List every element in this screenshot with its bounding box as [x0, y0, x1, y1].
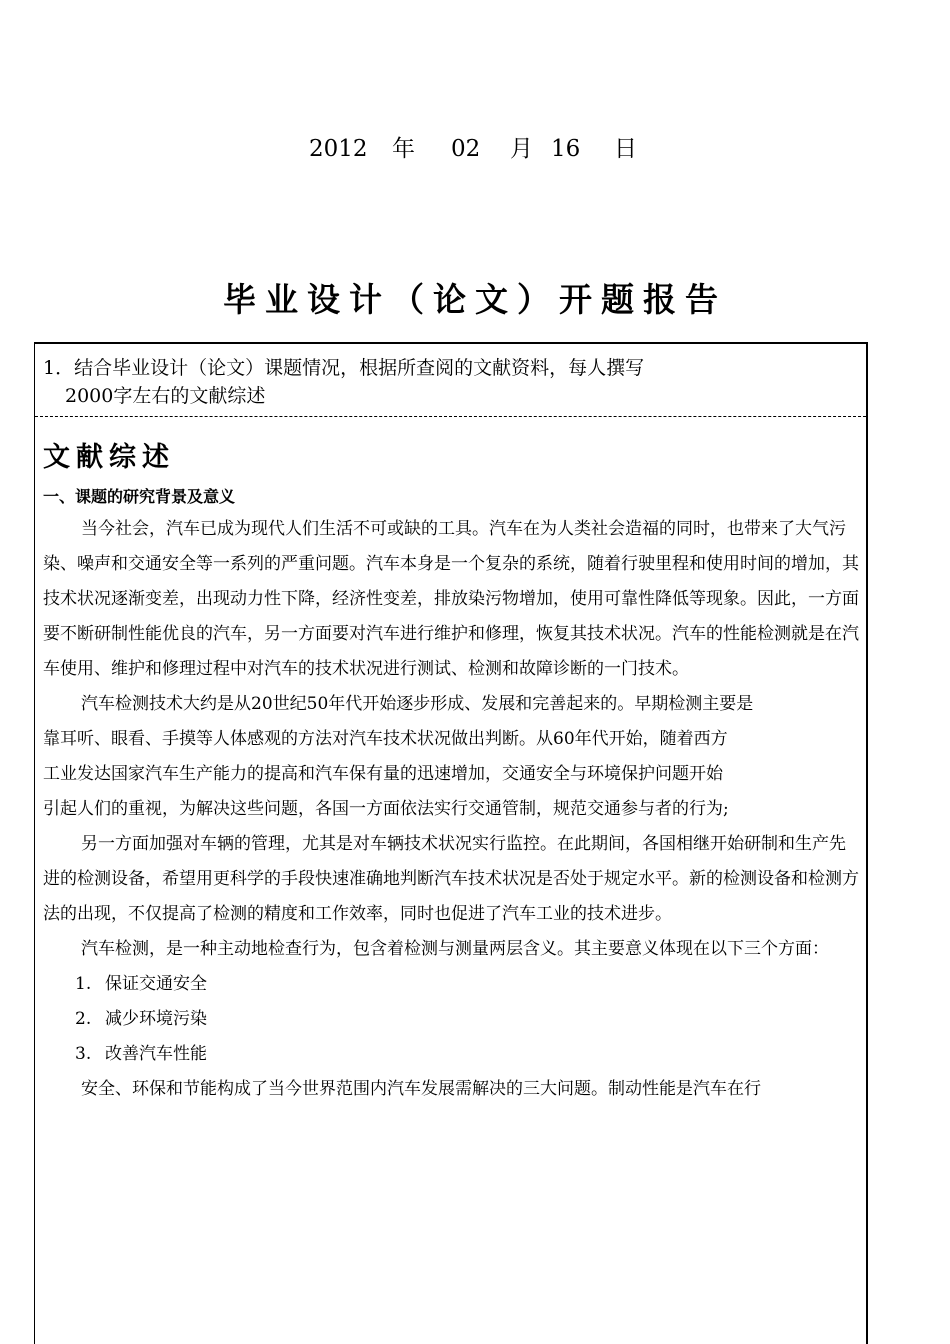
dashed-divider: [35, 416, 866, 417]
report-table: [34, 342, 868, 1344]
date-month-unit: 月: [510, 136, 533, 162]
section-title: 文献综述: [43, 442, 175, 473]
paragraph-line: 靠耳听、眼看、手摸等人体感观的方法对汽车技术状况做出判断。从60年代开始，随着西方: [43, 729, 728, 749]
date-month: 02: [451, 136, 481, 162]
paragraph-line: 工业发达国家汽车生产能力的提高和汽车保有量的迅速增加，交通安全与环境保护问题开始: [43, 764, 723, 784]
list-item: [43, 1037, 861, 1072]
paragraph: 另一方面加强对车辆的管理，尤其是对车辆技术状况实行监控。在此期间，各国相继开始研制和生产先进的检测设备，希望用更科学的手段快速准确地判断汽车技术状况是否处于规定水平。新的检测设备和检测方法的出现，不仅提高了检测的精度和工作效率，同时也促进了汽车工业的技术进步。: [43, 834, 859, 924]
list-item: [43, 967, 861, 1002]
date-day: 16: [551, 136, 581, 162]
significance-list: [43, 967, 861, 1072]
body-text: [43, 512, 861, 1107]
prompt-line-1: 1．结合毕业设计（论文）课题情况，根据所查阅的文献资料，每人撰写: [43, 357, 645, 379]
list-item-number: 1.: [75, 974, 92, 994]
list-item-number: 2.: [75, 1009, 92, 1029]
document-title: 毕业设计（论文）开题报告: [223, 280, 727, 319]
paragraph-line: 引起人们的重视，为解决这些问题，各国一方面依法实行交通管制，规范交通参与者的行为;: [43, 799, 729, 819]
date-year-unit: 年: [392, 136, 415, 162]
list-item-number: 3.: [75, 1044, 92, 1064]
paragraph: 安全、环保和节能构成了当今世界范围内汽车发展需解决的三大问题。制动性能是汽车在行: [81, 1079, 761, 1099]
subsection-title: 一、课题的研究背景及意义: [43, 487, 236, 506]
section-prompt: [43, 354, 843, 410]
list-item-text: 改善汽车性能: [105, 1044, 207, 1064]
list-item-text: 减少环境污染: [105, 1009, 207, 1029]
date-day-unit: 日: [614, 136, 637, 162]
prompt-line-2: 2000字左右的文献综述: [65, 385, 266, 407]
date-year: 2012: [309, 136, 368, 162]
list-item: [43, 1002, 861, 1037]
paragraph: 汽车检测，是一种主动地检查行为，包含着检测与测量两层含义。其主要意义体现在以下三个方面：: [81, 939, 829, 959]
list-item-text: 保证交通安全: [105, 974, 207, 994]
paragraph-line: 汽车检测技术大约是从20世纪50年代开始逐步形成、发展和完善起来的。早期检测主要是: [81, 694, 754, 714]
paragraph: 当今社会，汽车已成为现代人们生活不可或缺的工具。汽车在为人类社会造福的同时，也带来了大气污染、噪声和交通安全等一系列的严重问题。汽车本身是一个复杂的系统，随着行驶里程和使用时间的增加，其技术状况逐渐变差，出现动力性下降，经济性变差，排放染污物增加，使用可靠性降低等现象。因此，一方面要不断研制性能优良的汽车，另一方面要对汽车进行维护和修理，恢复其技术状况。汽车的性能检测就是在汽车使用、维护和修理过程中对汽车的技术状况进行测试、检测和故障诊断的一门技术。: [43, 519, 859, 679]
